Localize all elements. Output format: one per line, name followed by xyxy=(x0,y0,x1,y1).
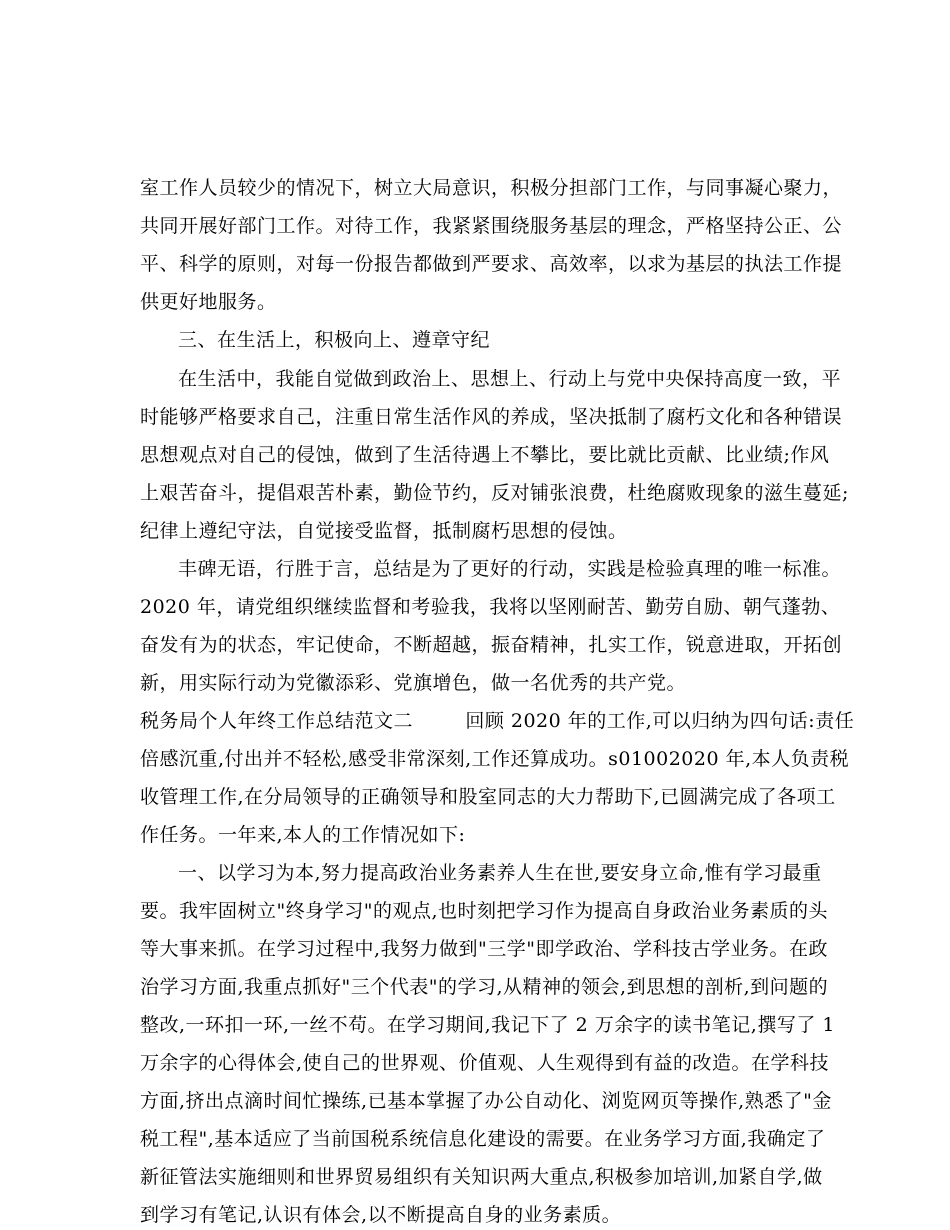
text-line: 作任务。一年来,本人的工作情况如下: xyxy=(140,824,466,846)
text-line: 丰碑无语，行胜于言，总结是为了更好的行动，实践是检验真理的唯一标准。 xyxy=(178,558,842,580)
text-line: 2020 年，请党组织继续监督和考验我，我将以坚刚耐苦、勤劳自励、朝气蓬勃、 xyxy=(140,596,841,618)
text-line: 收管理工作,在分局领导的正确领导和股室同志的大力帮助下,已圆满完成了各项工 xyxy=(140,786,836,808)
text-line: 到学习有笔记,认识有体会,以不断提高自身的业务素质。 xyxy=(140,1204,622,1226)
text-line: 整改,一环扣一环,一丝不苟。在学习期间,我记下了 2 万余字的读书笔记,撰写了 1 xyxy=(140,1014,835,1036)
section-heading: 三、在生活上，积极向上、遵章守纪 xyxy=(178,329,491,351)
text-line: 等大事来抓。在学习过程中,我努力做到"三学"即学政治、学科技古学业务。在政 xyxy=(140,938,829,960)
text-line: 奋发有为的状态，牢记使命，不断超越，振奋精神，扎实工作，锐意进取，开拓创 xyxy=(140,634,843,656)
text-line: 税工程",基本适应了当前国税系统信息化建设的需要。在业务学习方面,我确定了 xyxy=(140,1128,826,1150)
text-line: 新征管法实施细则和世界贸易组织有关知识两大重点,积极参加培训,加紧自学,做 xyxy=(140,1166,823,1188)
section-heading: 一、以学习为本,努力提高政治业务素养人生在世,要安身立命,惟有学习最重 xyxy=(178,862,822,884)
text-line: 上艰苦奋斗，提倡艰苦朴素，勤俭节约，反对铺张浪费，杜绝腐败现象的滋生蔓延; xyxy=(140,482,849,504)
text-line: 供更好地服务。 xyxy=(140,291,277,313)
text-line: 共同开展好部门工作。对待工作，我紧紧围绕服务基层的理念，严格坚持公正、公 xyxy=(140,215,843,237)
text-line: 要。我牢固树立"终身学习"的观点,也时刻把学习作为提高自身政治业务素质的头 xyxy=(140,900,829,922)
text-line: 平、科学的原则，对每一份报告都做到严要求、高效率，以求为基层的执法工作提 xyxy=(140,253,843,275)
text-line: 思想观点对自己的侵蚀，做到了生活待遇上不攀比，要比就比贡献、比业绩;作风 xyxy=(140,444,830,466)
text-line: 倍感沉重,付出并不轻松,感受非常深刻,工作还算成功。s01002020 年,本人负责税 xyxy=(140,748,850,770)
text-line: 万余字的心得体会,使自己的世界观、价值观、人生观得到有益的改造。在学科技 xyxy=(140,1052,830,1074)
text-line: 纪律上遵纪守法，自觉接受监督，抵制腐朽思想的侵蚀。 xyxy=(140,520,628,542)
text-line: 方面,挤出点滴时间忙操练,已基本掌握了办公自动化、浏览网页等操作,熟悉了"金 xyxy=(140,1090,832,1112)
article-title-line: 税务局个人年终工作总结范文二 回顾 2020 年的工作,可以归纳为四句话:责任 xyxy=(140,710,855,732)
text-line: 时能够严格要求自己，注重日常生活作风的养成，坚决抵制了腐朽文化和各种错误 xyxy=(140,406,843,428)
text-line: 在生活中，我能自觉做到政治上、思想上、行动上与党中央保持高度一致，平 xyxy=(178,368,842,390)
text-line: 室工作人员较少的情况下，树立大局意识，积极分担部门工作，与同事凝心聚力， xyxy=(140,177,843,199)
text-line: 新，用实际行动为党徽添彩、党旗增色，做一名优秀的共产党。 xyxy=(140,672,687,694)
text-line: 治学习方面,我重点抓好"三个代表"的学习,从精神的领会,到思想的剖析,到问题的 xyxy=(140,976,829,998)
